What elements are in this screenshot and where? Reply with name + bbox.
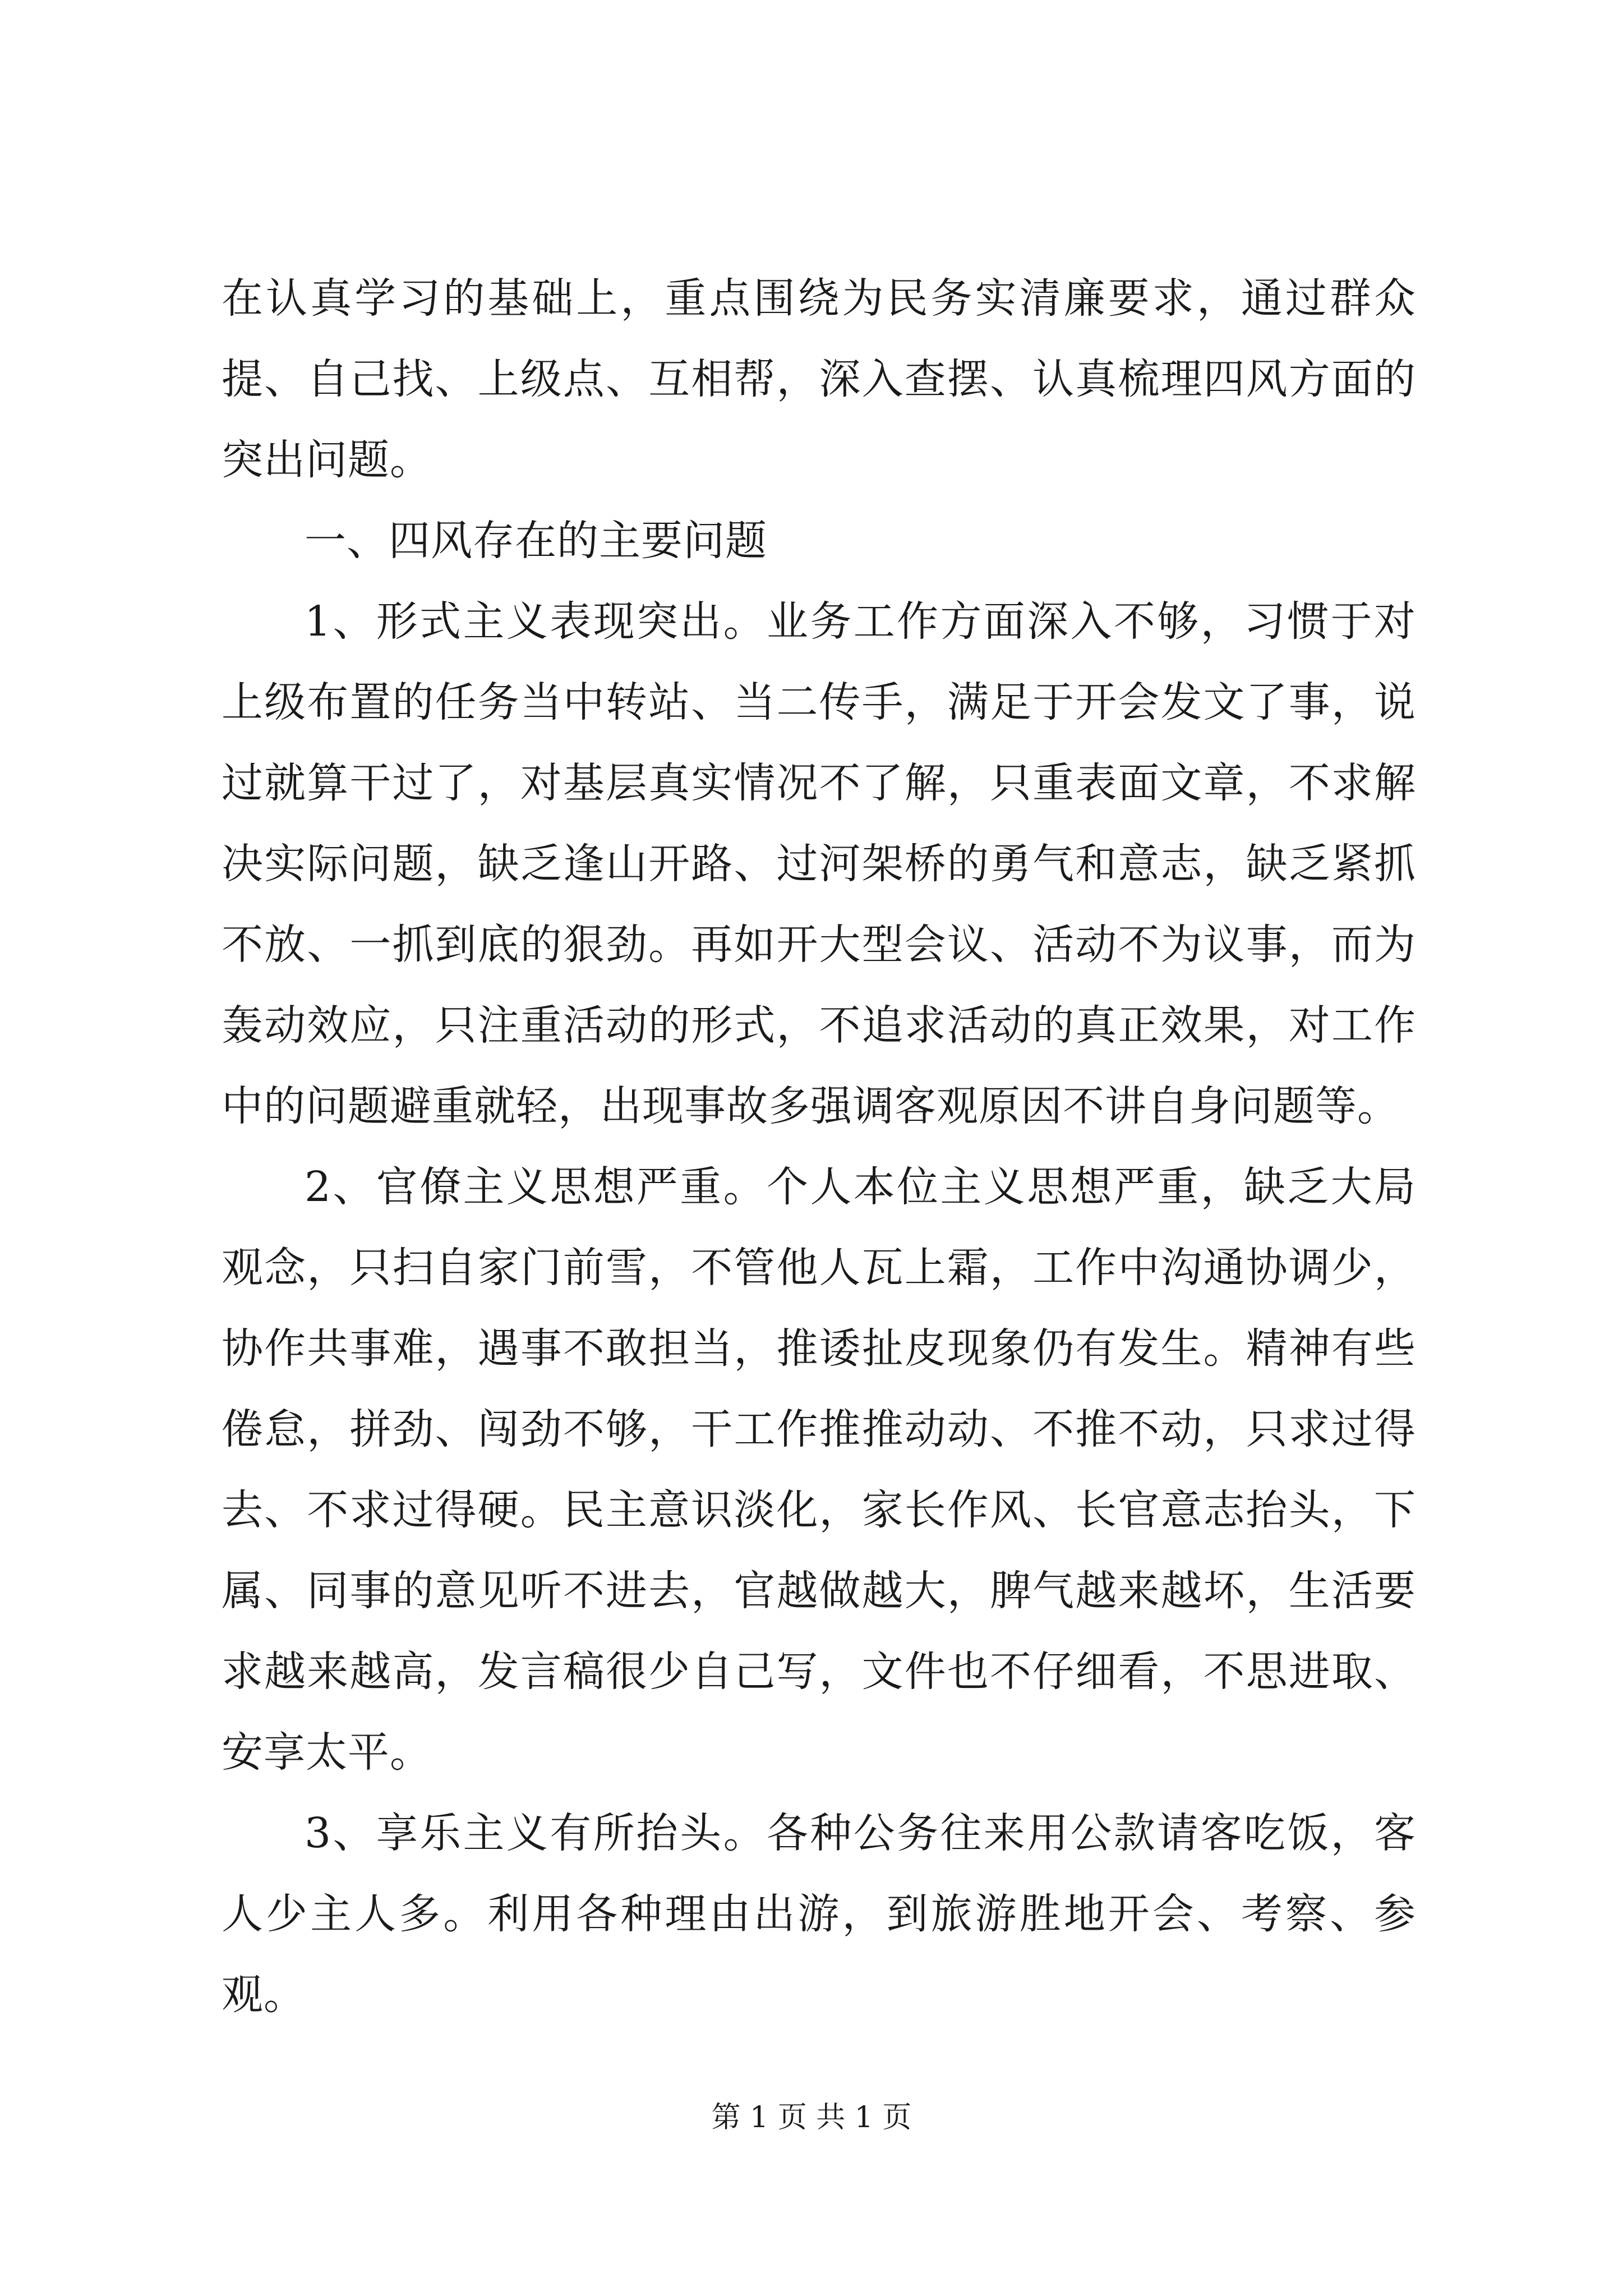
section-heading: 一、四风存在的主要问题 [305,517,767,565]
paragraph-bureaucratism: 2、官僚主义思想严重。个人本位主义思想严重，缺乏大局观念，只扫自家门前雪，不管他人瓦上霜，工作中沟通协调少，协作共事难，遇事不敢担当，推诿扯皮现象仍有发生。精神有些倦怠，拼劲、闯劲不够，干工作推推动动、不推不动，只求过得去、不求过得硬。民主意识淡化，家长作风、长官意志抬头，下属、同事的意见听不进去，官越做越大，脾气越来越坏，生活要求越来越高，发言稿很少自己写，文件也不仔细看，不思进取、安享太平。 [222,1163,1416,1777]
document-body [222,258,1416,2035]
page-footer: 第 1 页 共 1 页 [711,2101,912,2134]
paragraph-hedonism: 3、享乐主义有所抬头。各种公务往来用公款请客吃饭，客人少主人多。利用各种理由出游，到旅游胜地开会、考察、参观。 [222,1809,1416,2019]
paragraph-intro: 在认真学习的基础上，重点围绕为民务实清廉要求，通过群众提、自己找、上级点、互相帮，深入查摆、认真梳理四风方面的突出问题。 [222,274,1416,484]
paragraph-formalism: 1、形式主义表现突出。业务工作方面深入不够，习惯于对上级布置的任务当中转站、当二传手，满足于开会发文了事，说过就算干过了，对基层真实情况不了解，只重表面文章，不求解决实际问题，缺乏逢山开路、过河架桥的勇气和意志，缺乏紧抓不放、一抓到底的狠劲。再如开大型会议、活动不为议事，而为轰动效应，只注重活动的形式，不追求活动的真正效果，对工作中的问题避重就轻，出现事故多强调客观原因不讲自身问题等。 [222,597,1416,1130]
